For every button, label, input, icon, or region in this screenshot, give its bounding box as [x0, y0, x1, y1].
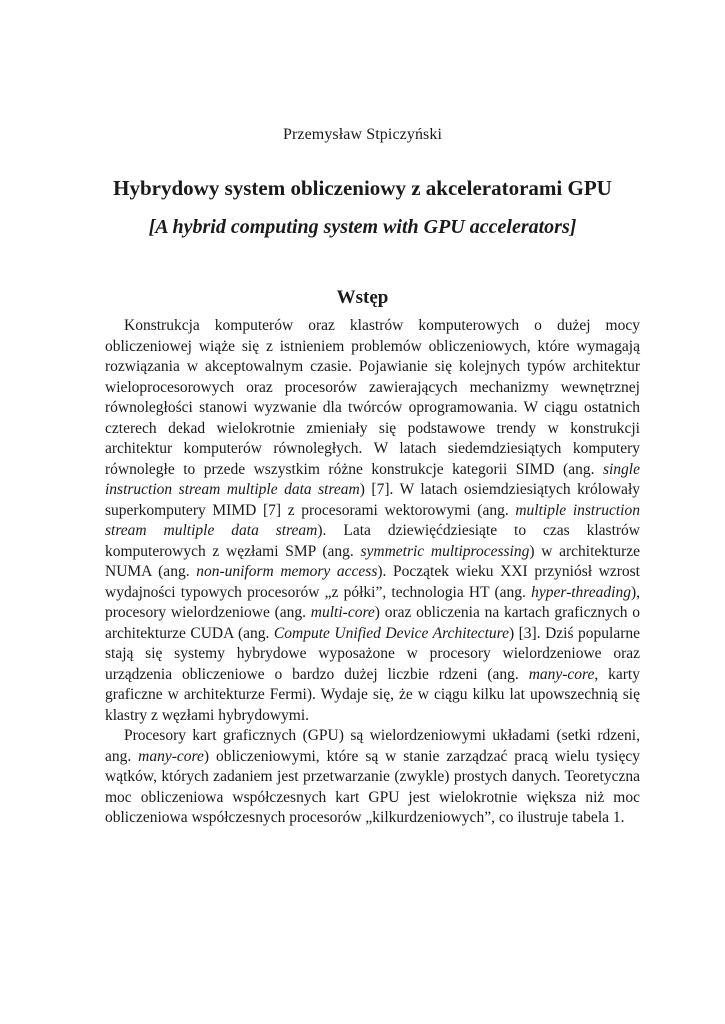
text-run: ) [3]. Dziś popularne stają się systemy hybrydowe wyposażone w procesory wielordzeniowe oraz urządzenia obliczeniowe o bardzo dużej liczbie rdzeni (ang. [105, 624, 640, 683]
italic-term: Compute Unified Device Architecture [273, 624, 509, 642]
italic-term: many-core [528, 665, 595, 683]
text-run: ) w architekturze NUMA (ang. [105, 542, 640, 580]
text-run: ), procesory wielordzeniowe (ang. [105, 583, 640, 621]
text-run: ) [7]. W latach osiemdziesiątych królowały superkomputery MIMD [7] z procesorami wektorowymi (ang. [105, 481, 640, 519]
italic-term: single instruction stream multiple data stream [105, 460, 640, 498]
body-text [105, 316, 640, 829]
text-run: ) oraz obliczenia na kartach graficznych o architekturze CUDA (ang. [105, 604, 640, 642]
author-name: Przemysław Stpiczyński [282, 126, 443, 143]
italic-term: multi-core [310, 604, 375, 621]
italic-term: many-core [138, 747, 204, 765]
italic-term: hyper-threading [531, 583, 631, 601]
text-run: ). Początek wieku XXI przyniósł wzrost wydajności typowych procesorów „z półki”, technologia HT (ang. [105, 563, 640, 601]
paragraph [105, 726, 640, 829]
text-run: Konstrukcja komputerów oraz klastrów komputerowych o dużej mocy obliczeniowej wiąże się z istnieniem problemów obliczeniowych, które wymagają rozwiązania w akceptowalnym czasie. Pojawianie się kolejnych typów architektur wieloprocesorowych oraz procesorów zawierających mechanizmy wewnętrznej równoległości stanowi wyzwanie dla twórców oprogramowania. W ciągu ostatnich czterech dekad wielokrotnie zmieniały się podstawowe trendy w konstrukcji architektur komputerów równoległych. W latach siedemdziesiątych komputery równoległe to przede wszystkim różne konstrukcje kategorii SIMD (ang. [105, 317, 640, 478]
italic-term: multiple instruction stream multiple data stream [105, 501, 640, 539]
text-run: Procesory kart graficznych (GPU) są wielordzeniowymi układami (setki rdzeni, ang. [105, 727, 640, 765]
italic-term: non-uniform memory access [196, 563, 378, 580]
italic-term: symmetric multiprocessing [360, 542, 530, 560]
text-run: ) obliczeniowymi, które są w stanie zarządzać pracą wielu tysięcy wątków, których zadaniem jest przetwarzanie (zwykle) prostych danych. Teoretyczna moc obliczeniowa współczesnych kart GPU jest wielokrotnie większa niż moc obliczeniowa współczesnych procesorów „kilkurdzeniowych”, co ilustruje tabela 1. [105, 747, 640, 826]
paper-subtitle-english: [A hybrid computing system with GPU accelerators] [148, 216, 577, 238]
paper-title: Hybrydowy system obliczeniowy z akceleratorami GPU [113, 176, 612, 200]
section-heading: Wstęp [336, 287, 389, 308]
text-run: ). Lata dziewięćdziesiąte to czas klastrów komputerowych z węzłami SMP (ang. [105, 522, 641, 560]
text-run: , karty graficzne w architekturze Fermi). Wydaje się, że w ciągu kilku lat upowszechnią się klastry z węzłami hybrydowymi. [105, 665, 640, 724]
paragraph [105, 316, 640, 726]
